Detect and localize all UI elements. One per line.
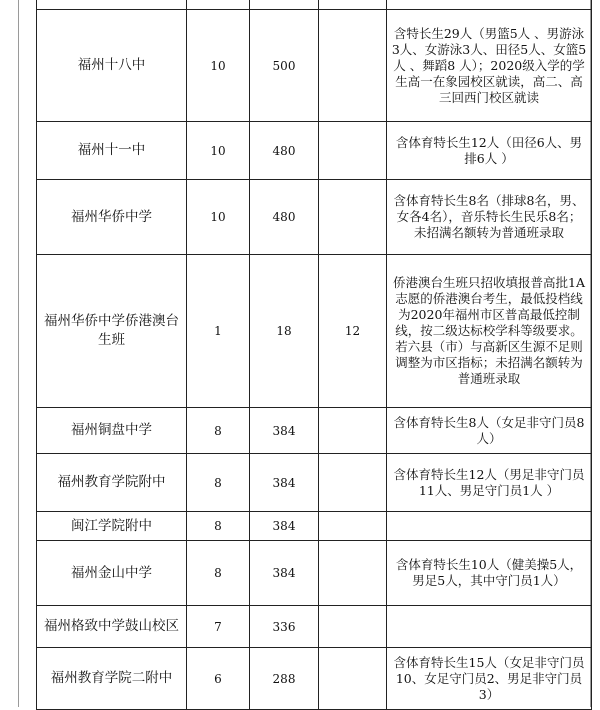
table-row [37,606,592,648]
enrollment-cell: 336 [250,606,319,648]
table-row [37,255,592,408]
note-cell [387,512,592,541]
enrollment-table [36,0,592,710]
class-count-cell: 7 [187,606,250,648]
enrollment-cell: 384 [250,541,319,606]
school-name-cell: 福州十八中 [37,10,187,122]
class-count-cell: 6 [187,648,250,710]
table-row [37,122,592,180]
school-name-cell: 福州华侨中学 [37,180,187,255]
extra-quota-cell [319,10,387,122]
school-name-cell: 福州教育学院二附中 [37,648,187,710]
school-name-cell: 福州格致中学鼓山校区 [37,606,187,648]
note-cell: 含体育特长生12人（男足非守门员11人、男足守门员1人 ） [387,454,592,512]
table-row [37,10,592,122]
extra-quota-cell: 12 [319,255,387,408]
extra-quota-cell [319,541,387,606]
school-name-cell [37,0,187,10]
note-cell [387,606,592,648]
class-count-cell: 8 [187,541,250,606]
enrollment-cell: 384 [250,408,319,454]
note-cell: 含体育特长生15人（女足非守门员10、女足守门员2、男足非守门员3） [387,648,592,710]
school-name-cell: 福州教育学院附中 [37,454,187,512]
note-cell: 含特长生29人（男篮5人 、男游泳3人、女游泳3人、田径5人、女篮5人 、舞蹈8 人）；2020级入学的学生高一在象园校区就读，高二、高三回西门校区就读 [387,10,592,122]
note-cell: 含体育特长生8名（排球8名，男、女各4名），音乐特长生民乐8名；未招满名额转为普通班录取 [387,180,592,255]
class-count-cell: 1 [187,255,250,408]
extra-quota-cell [319,606,387,648]
table-body [37,0,592,710]
class-count-cell: 8 [187,512,250,541]
note-cell: 含体育特长生8人（女足非守门员8人） [387,408,592,454]
class-count-cell: 10 [187,180,250,255]
class-count-cell: 8 [187,454,250,512]
enrollment-cell [250,0,319,10]
note-cell [387,0,592,10]
page-left-border [18,0,19,707]
table-row [37,512,592,541]
enrollment-cell: 500 [250,10,319,122]
extra-quota-cell [319,0,387,10]
extra-quota-cell [319,122,387,180]
note-cell: 含体育特长生12人（田径6人、男排6人 ） [387,122,592,180]
note-cell: 含体育特长生10人（健美操5人，男足5人，其中守门员1人） [387,541,592,606]
extra-quota-cell [319,648,387,710]
school-name-cell: 福州金山中学 [37,541,187,606]
extra-quota-cell [319,180,387,255]
school-name-cell: 福州十一中 [37,122,187,180]
class-count-cell: 10 [187,122,250,180]
enrollment-cell: 480 [250,122,319,180]
school-name-cell: 闽江学院附中 [37,512,187,541]
extra-quota-cell [319,408,387,454]
table-row [37,0,592,10]
class-count-cell [187,0,250,10]
school-name-cell: 福州铜盘中学 [37,408,187,454]
table-row [37,648,592,710]
note-cell: 侨港澳台生班只招收填报普高批1A志愿的侨港澳台考生，最低投档线为2020年福州市区普高最低控制线，按二级达标校学科等级要求。若六县（市）与高新区生源不足则调整为市区指标；未招满名额转为普通班录取 [387,255,592,408]
enrollment-cell: 18 [250,255,319,408]
table-row [37,454,592,512]
school-name-cell: 福州华侨中学侨港澳台生班 [37,255,187,408]
table-row [37,180,592,255]
class-count-cell: 8 [187,408,250,454]
table-row [37,541,592,606]
enrollment-cell: 384 [250,454,319,512]
table-row [37,408,592,454]
enrollment-cell: 480 [250,180,319,255]
extra-quota-cell [319,512,387,541]
enrollment-cell: 384 [250,512,319,541]
enrollment-cell: 288 [250,648,319,710]
extra-quota-cell [319,454,387,512]
class-count-cell: 10 [187,10,250,122]
